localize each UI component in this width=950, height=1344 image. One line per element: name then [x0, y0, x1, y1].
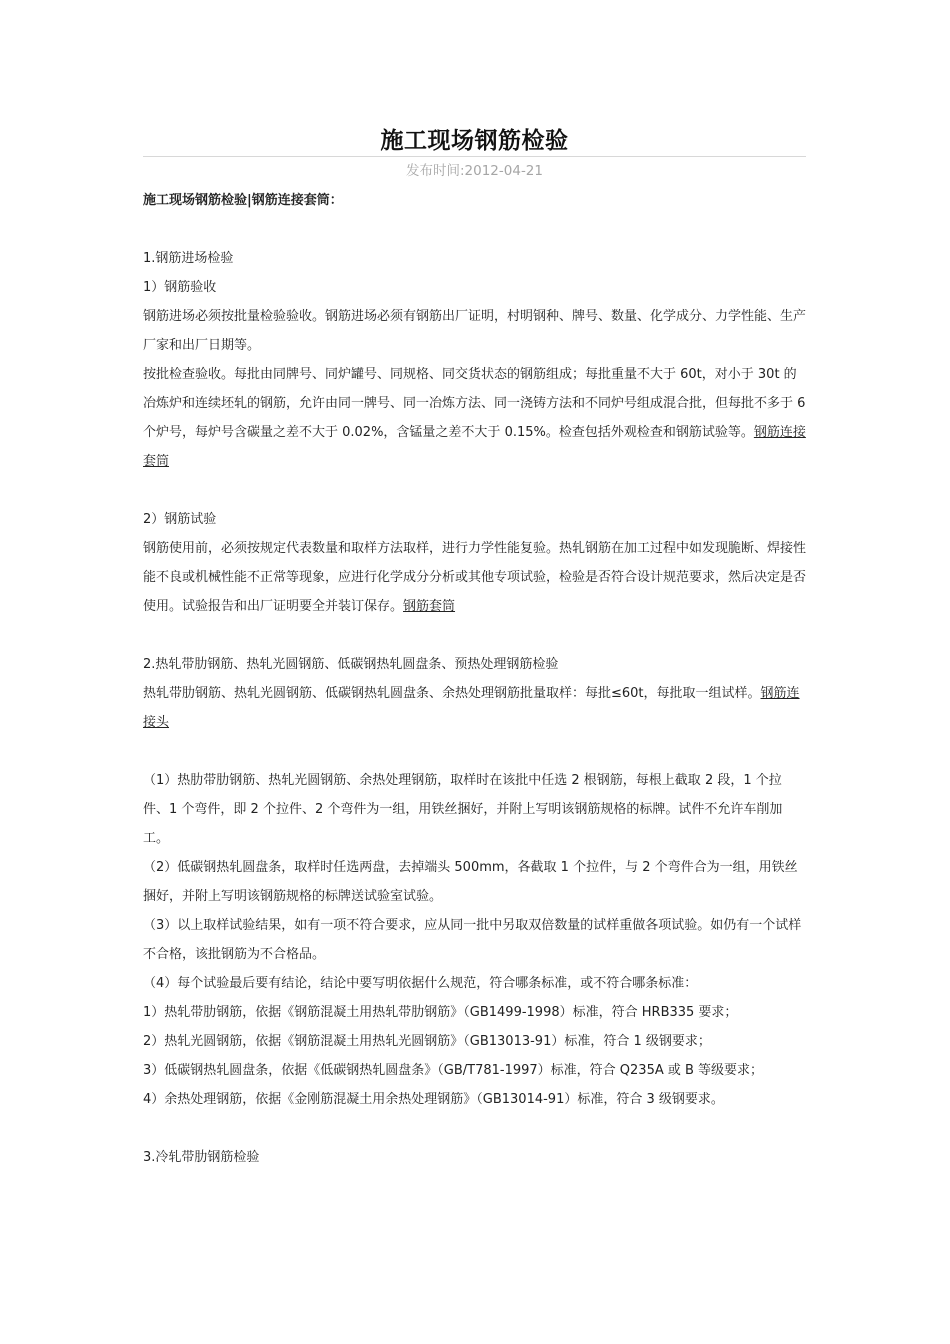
- article-body: [143, 186, 806, 1172]
- publish-date: 发布时间:2012-04-21: [405, 163, 543, 179]
- standard-item: 3）低碳钢热轧圆盘条，依据《低碳钢热轧圆盘条》（GB/T781-1997）标准，符合 Q235A 或 B 等级要求；: [143, 1063, 764, 1078]
- list-item: （3）以上取样试验结果，如有一项不符合要求，应从同一批中另取双倍数量的试样重做各项试验。如仍有一个试样不合格，该批钢筋为不合格品。: [143, 918, 802, 962]
- standard-item: 1）热轧带肋钢筋，依据《钢筋混凝土用热轧带肋钢筋》（GB1499-1998）标准，符合 HRB335 要求；: [143, 1005, 738, 1020]
- spacer: [143, 215, 806, 244]
- standard-item: 4）余热处理钢筋，依据《金刚筋混凝土用余热处理钢筋》（GB13014-91）标准，符合 3 级钢要求。: [143, 1092, 724, 1107]
- paragraph-text: 钢筋使用前，必须按规定代表数量和取样方法取样，进行力学性能复验。热轧钢筋在加工过程中如发现脆断、焊接性能不良或机械性能不正常等现象，应进行化学成分分析或其他专项试验，检验是否符合设计规范要求，然后决定是否使用。试验报告和出厂证明要全并装订保存。: [143, 541, 807, 614]
- spacer: [143, 737, 806, 766]
- paragraph-text: 热轧带肋钢筋、热轧光圆钢筋、低碳钢热轧圆盘条、余热处理钢筋批量取样：每批≤60t，每批取一组试样。: [143, 686, 761, 701]
- list-item: （1）热肋带肋钢筋、热轧光圆钢筋、余热处理钢筋，取样时在该批中任选 2 根钢筋，每根上截取 2 段，1 个拉件、1 个弯件，即 2 个拉件、2 个弯件为一组，用铁丝捆好，并附上写明该钢筋规格的标牌。试件不允许车削加工。: [143, 773, 783, 846]
- section-heading: 2.热轧带肋钢筋、热轧光圆钢筋、低碳钢热轧圆盘条、预热处理钢筋检验: [143, 657, 559, 672]
- link-rebar-joint[interactable]: 钢筋连接头: [143, 686, 800, 730]
- standard-item: 2）热轧光圆钢筋，依据《钢筋混凝土用热轧光圆钢筋》（GB13013-91）标准，符合 1 级钢要求；: [143, 1034, 711, 1049]
- page-title: 施工现场钢筋检验: [380, 128, 569, 154]
- title-divider: [143, 156, 806, 157]
- spacer: [143, 1114, 806, 1143]
- list-item: （4）每个试验最后要有结论，结论中要写明依据什么规范，符合哪条标准，或不符合哪条标准：: [143, 976, 698, 991]
- paragraph: 钢筋进场必须按批量检验验收。钢筋进场必须有钢筋出厂证明，村明钢种、牌号、数量、化学成分、力学性能、生产厂家和出厂日期等。: [143, 309, 807, 353]
- subsection-heading: 2）钢筋试验: [143, 512, 217, 527]
- paragraph: [143, 534, 806, 621]
- link-rebar-sleeve[interactable]: 钢筋套筒: [403, 599, 456, 614]
- subsection-heading: 1）钢筋验收: [143, 280, 217, 295]
- spacer: [143, 476, 806, 505]
- list-item: （2）低碳钢热轧圆盘条，取样时任选两盘，去掉端头 500mm，各截取 1 个拉件，与 2 个弯件合为一组，用铁丝捆好，并附上写明该钢筋规格的标牌送试验室试验。: [143, 860, 798, 904]
- section-heading: 3.冷轧带肋钢筋检验: [143, 1150, 260, 1165]
- paragraph-text: 按批检查验收。每批由同牌号、同炉罐号、同规格、同交货状态的钢筋组成；每批重量不大于 60t，对小于 30t 的冶炼炉和连续坯轧的钢筋，允许由同一牌号、同一冶炼方法、同一浇铸方法和不同炉号组成混合批，但每批不多于 6 个炉号，每炉号含碳量之差不大于 0.02%，含锰量之差不大于 0.15%。检查包括外观检查和钢筋试验等。: [143, 367, 806, 440]
- link-rebar-coupler[interactable]: 钢筋连接套筒: [143, 425, 806, 469]
- paragraph: [143, 679, 806, 737]
- section-heading: 1.钢筋进场检验: [143, 251, 234, 266]
- article-subtitle: 施工现场钢筋检验|钢筋连接套筒：: [143, 193, 343, 208]
- spacer: [143, 621, 806, 650]
- paragraph: [143, 360, 806, 476]
